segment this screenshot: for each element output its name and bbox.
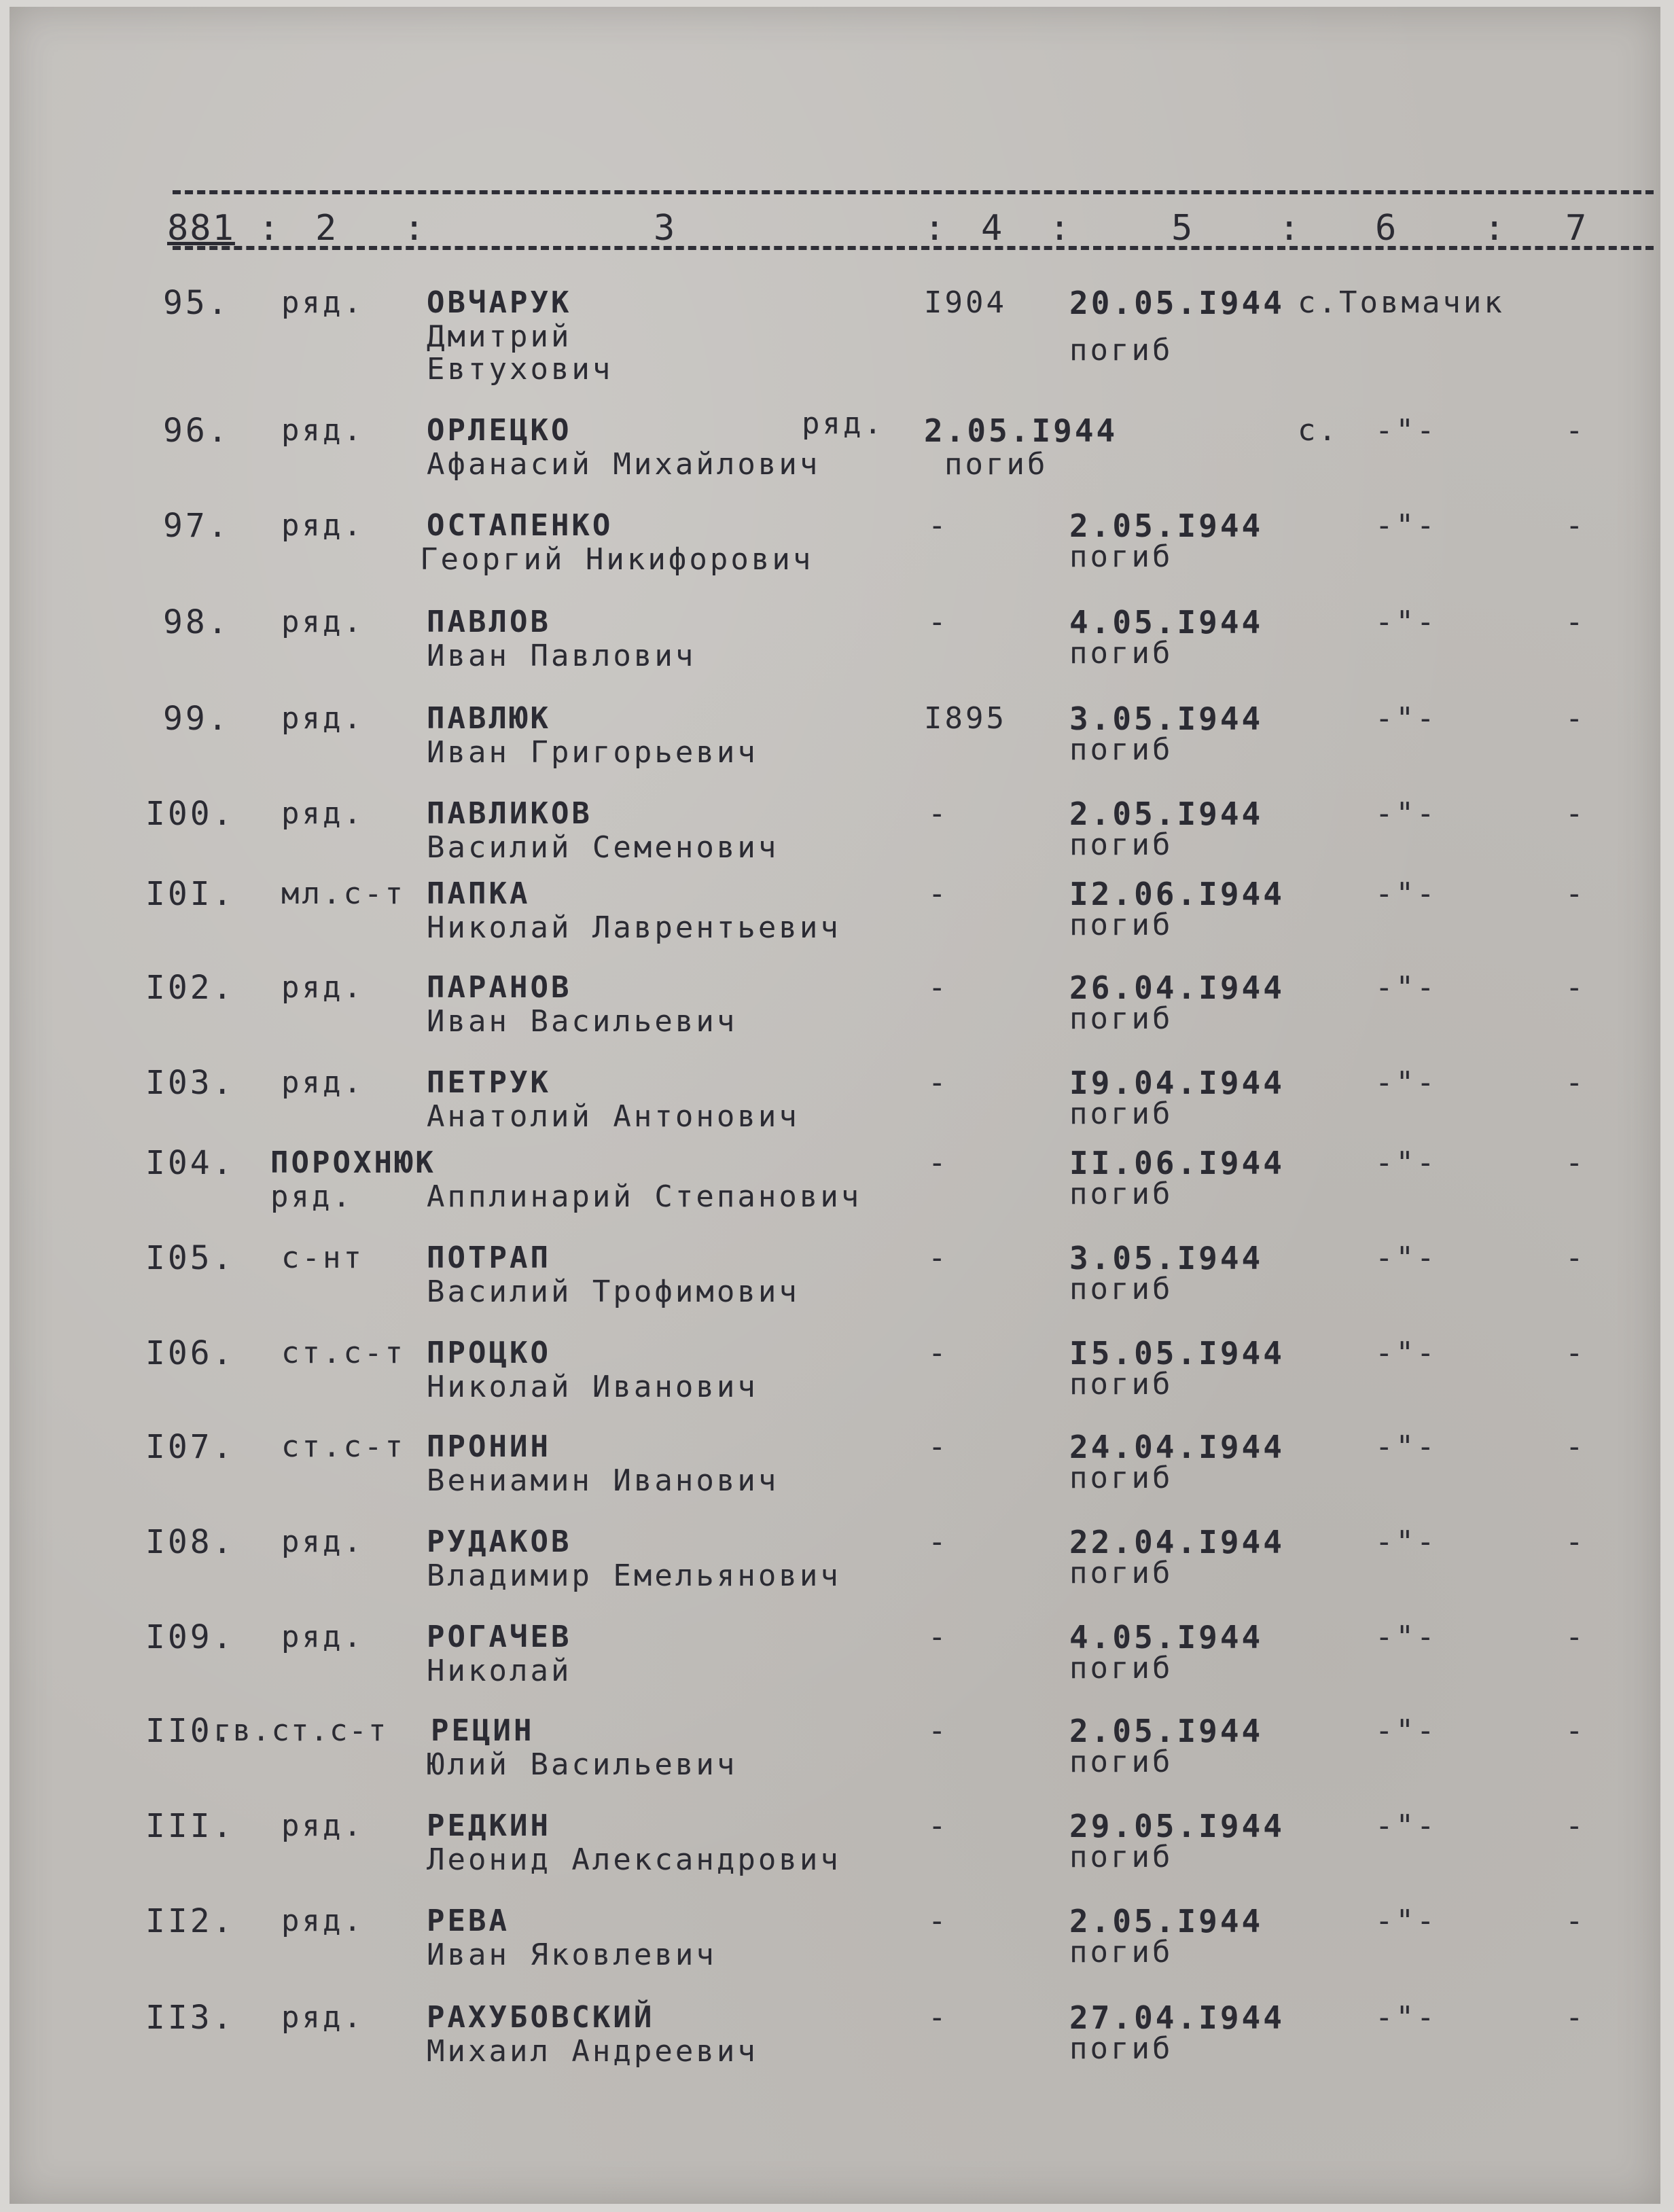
ditto-mark: -"- (1375, 1429, 1438, 1464)
surname: ОВЧАРУК (427, 285, 572, 320)
death-date: II.06.I944 (1069, 1145, 1285, 1181)
death-date: 2.05.I944 (1069, 1903, 1264, 1940)
death-date: 20.05.I944 (1069, 285, 1285, 321)
rank: ряд. (281, 1808, 364, 1843)
row-number: I03. (145, 1064, 235, 1102)
ditto-mark: -"- (1375, 970, 1438, 1005)
col7-dash: - (1565, 970, 1586, 1005)
birth-year: - (928, 1241, 949, 1275)
header-col2: 2 (315, 208, 338, 249)
surname: ПРОНИН (427, 1429, 551, 1464)
death-status: погиб (1069, 908, 1173, 942)
birth-year: - (928, 1065, 949, 1100)
surname: ОСТАПЕНКО (427, 508, 613, 543)
header-col7: 7 (1565, 208, 1588, 249)
row-number: 98. (163, 603, 230, 641)
surname: ПАВЛИКОВ (427, 796, 592, 831)
rank: ряд. (281, 413, 364, 448)
col7-dash: - (1565, 1065, 1586, 1100)
row-number: I08. (145, 1523, 235, 1561)
given-name: Николай (427, 1654, 572, 1688)
col7-dash: - (1565, 508, 1586, 543)
birth-year: I904 (924, 285, 1007, 320)
death-date: 4.05.I944 (1069, 1619, 1264, 1656)
surname: ОРЛЕЦКО (427, 413, 572, 448)
death-status: погиб (1069, 1556, 1173, 1590)
ditto-mark: -"- (1375, 1620, 1438, 1654)
death-status: погиб (1069, 827, 1173, 862)
row-number: I02. (145, 969, 235, 1007)
header-sep: : (258, 208, 281, 249)
col7-dash: - (1565, 1904, 1586, 1938)
col7-dash: - (1565, 876, 1586, 911)
death-status: погиб (1069, 2031, 1173, 2066)
rank: ст.с-т (281, 1336, 406, 1370)
death-date: 26.04.I944 (1069, 969, 1285, 1006)
rank: мл.с-т (281, 876, 406, 911)
surname: РУДАКОВ (427, 1524, 572, 1559)
death-status: погиб (1069, 539, 1173, 574)
given-name: Николай Лаврентьевич (427, 910, 841, 945)
header-sep: : (1484, 208, 1507, 249)
surname: РОГАЧЕВ (427, 1620, 572, 1654)
rank: ряд. (281, 508, 364, 543)
ditto-mark: -"- (1375, 508, 1438, 543)
header-top-rule (173, 190, 1654, 194)
ditto-mark: -"- (1375, 2000, 1438, 2035)
rank-repeat: ряд. (802, 406, 885, 441)
ditto-mark: -"- (1375, 413, 1438, 448)
surname: ПРОЦКО (427, 1336, 551, 1370)
ditto-mark: -"- (1375, 1145, 1438, 1180)
birth-year: - (928, 2000, 949, 2035)
col7-dash: - (1565, 1808, 1586, 1843)
death-date: 4.05.I944 (1069, 604, 1264, 641)
given-name: Леонид Александрович (427, 1842, 841, 1877)
row-number: I05. (145, 1239, 235, 1277)
rank: ряд. (281, 1904, 364, 1938)
col7-dash: - (1565, 796, 1586, 831)
col7-dash: - (1565, 1429, 1586, 1464)
row-number: I06. (145, 1334, 235, 1372)
row-number: I0I. (145, 875, 235, 913)
header-col6: 6 (1375, 208, 1398, 249)
header-col3: 3 (654, 208, 677, 249)
row-number: I00. (145, 795, 235, 833)
birth-year: - (928, 1336, 949, 1370)
rank: гв.ст.с-т (213, 1713, 388, 1748)
given-name: Михаил Андреевич (427, 2034, 758, 2069)
birth-year: - (928, 605, 949, 639)
header-sep: : (1279, 208, 1302, 249)
ditto-mark: -"- (1375, 1241, 1438, 1275)
death-status: погиб (944, 447, 1048, 482)
col7-dash: - (1565, 1241, 1586, 1275)
rank: ст.с-т (281, 1429, 406, 1464)
surname: РЕДКИН (427, 1808, 551, 1843)
col7-dash: - (1565, 2000, 1586, 2035)
surname: ПЕТРУК (427, 1065, 551, 1100)
death-status: погиб (1069, 1177, 1173, 1211)
death-date: 2.05.I944 (924, 412, 1118, 449)
death-date: 24.04.I944 (1069, 1429, 1285, 1465)
given-name: Дмитрий (427, 319, 572, 354)
given-name: Иван Григорьевич (427, 735, 758, 770)
death-date: 2.05.I944 (1069, 796, 1264, 832)
row-number: I04. (145, 1144, 235, 1182)
header-col4: 4 (981, 208, 1004, 249)
rank: ряд. (281, 970, 364, 1005)
death-date: I2.06.I944 (1069, 876, 1285, 912)
birth-year: - (928, 1620, 949, 1654)
death-status: погиб (1069, 1272, 1173, 1306)
ditto-mark: -"- (1375, 796, 1438, 831)
burial-place: с.Товмачик (1298, 285, 1505, 320)
given-name: Юлий Васильевич (427, 1747, 738, 1782)
surname: РАХУБОВСКИЙ (427, 2000, 655, 2035)
birth-year: - (928, 876, 949, 911)
birth-year: I895 (924, 701, 1007, 736)
given-name: Владимир Емельянович (427, 1558, 841, 1593)
given-name: Иван Павлович (427, 639, 696, 673)
ditto-mark: -"- (1375, 605, 1438, 639)
surname: ПОРОХНЮК (270, 1145, 436, 1180)
birth-year: - (928, 1713, 949, 1748)
death-date: I9.04.I944 (1069, 1065, 1285, 1101)
birth-year: - (928, 1904, 949, 1938)
surname: ПАРАНОВ (427, 970, 572, 1005)
given-name: Вениамин Иванович (427, 1463, 779, 1498)
header-sep: : (404, 208, 427, 249)
surname: РЕЦИН (431, 1713, 535, 1748)
col7-dash: - (1565, 701, 1586, 736)
rank: ряд. (281, 701, 364, 736)
row-number: 97. (163, 507, 230, 545)
given-name: Василий Семенович (427, 830, 779, 865)
row-number: 96. (163, 412, 230, 450)
col7-dash: - (1565, 605, 1586, 639)
patronymic: Евтухович (427, 352, 613, 387)
death-status: погиб (1069, 1096, 1173, 1131)
rank: ряд. (281, 2000, 364, 2035)
death-status: погиб (1069, 1840, 1173, 1874)
col7-dash: - (1565, 1620, 1586, 1654)
surname: ПАВЛЮК (427, 701, 551, 736)
death-date: 27.04.I944 (1069, 1999, 1285, 2036)
header-sep: : (1049, 208, 1072, 249)
rank: ряд. (281, 1620, 364, 1654)
ditto-mark: -"- (1375, 1904, 1438, 1938)
header-bottom-rule (173, 246, 1654, 250)
row-number: I07. (145, 1428, 235, 1466)
death-status: погиб (1069, 636, 1173, 671)
given-name: Николай Иванович (427, 1370, 758, 1404)
col7-dash: - (1565, 1145, 1586, 1180)
birth-year: - (928, 970, 949, 1005)
given-name: Афанасий Михайлович (427, 447, 821, 482)
document-page (10, 7, 1660, 2204)
surname: РЕВА (427, 1904, 510, 1938)
row-number: III. (145, 1807, 235, 1845)
death-status: погиб (1069, 1935, 1173, 1969)
death-date: 2.05.I944 (1069, 507, 1264, 544)
death-date: 3.05.I944 (1069, 1240, 1264, 1277)
death-status: погиб (1069, 1367, 1173, 1402)
ditto-mark: -"- (1375, 1065, 1438, 1100)
rank: ряд. (281, 796, 364, 831)
col7-dash: - (1565, 413, 1586, 448)
header-sep: : (924, 208, 947, 249)
row-number: II3. (145, 1999, 235, 2037)
surname: ПОТРАП (427, 1241, 551, 1275)
death-date: 2.05.I944 (1069, 1713, 1264, 1749)
ditto-mark: -"- (1375, 1713, 1438, 1748)
given-name: Георгий Никифорович (420, 542, 814, 577)
col7-dash: - (1565, 1336, 1586, 1370)
given-name: Иван Яковлевич (427, 1938, 717, 1972)
death-status: погиб (1069, 1461, 1173, 1495)
surname: ПАПКА (427, 876, 531, 911)
death-date: I5.05.I944 (1069, 1335, 1285, 1372)
row-number: 95. (163, 284, 230, 322)
rank: ряд. (270, 1179, 353, 1214)
burial-place: с. (1298, 413, 1339, 448)
ditto-mark: -"- (1375, 876, 1438, 911)
row-number: II0. (145, 1712, 235, 1750)
birth-year: - (928, 796, 949, 831)
surname: ПАВЛОВ (427, 605, 551, 639)
row-number: I09. (145, 1618, 235, 1656)
birth-year: - (928, 1145, 949, 1180)
rank: с-нт (281, 1241, 364, 1275)
row-number: II2. (145, 1902, 235, 1940)
death-status: погиб (1069, 732, 1173, 767)
ditto-mark: -"- (1375, 1524, 1438, 1559)
given-name: Апплинарий Степанович (427, 1179, 862, 1214)
death-status: погиб (1069, 1651, 1173, 1685)
ditto-mark: -"- (1375, 1336, 1438, 1370)
col7-dash: - (1565, 1524, 1586, 1559)
rank: ряд. (281, 605, 364, 639)
birth-year: - (928, 1429, 949, 1464)
given-name: Иван Васильевич (427, 1004, 738, 1039)
col7-dash: - (1565, 1713, 1586, 1748)
death-status: погиб (1069, 1745, 1173, 1779)
death-date: 3.05.I944 (1069, 700, 1264, 737)
birth-year: - (928, 1524, 949, 1559)
death-date: 29.05.I944 (1069, 1808, 1285, 1844)
death-status: погиб (1069, 333, 1173, 368)
rank: ряд. (281, 285, 364, 320)
header-col5: 5 (1171, 208, 1194, 249)
birth-year: - (928, 1808, 949, 1843)
given-name: Анатолий Антонович (427, 1099, 800, 1134)
header-col1: 881 (167, 208, 235, 249)
ditto-mark: -"- (1375, 1808, 1438, 1843)
death-date: 22.04.I944 (1069, 1524, 1285, 1560)
ditto-mark: -"- (1375, 701, 1438, 736)
given-name: Василий Трофимович (427, 1274, 800, 1309)
rank: ряд. (281, 1065, 364, 1100)
death-status: погиб (1069, 1001, 1173, 1036)
row-number: 99. (163, 700, 230, 738)
rank: ряд. (281, 1524, 364, 1559)
birth-year: - (928, 508, 949, 543)
